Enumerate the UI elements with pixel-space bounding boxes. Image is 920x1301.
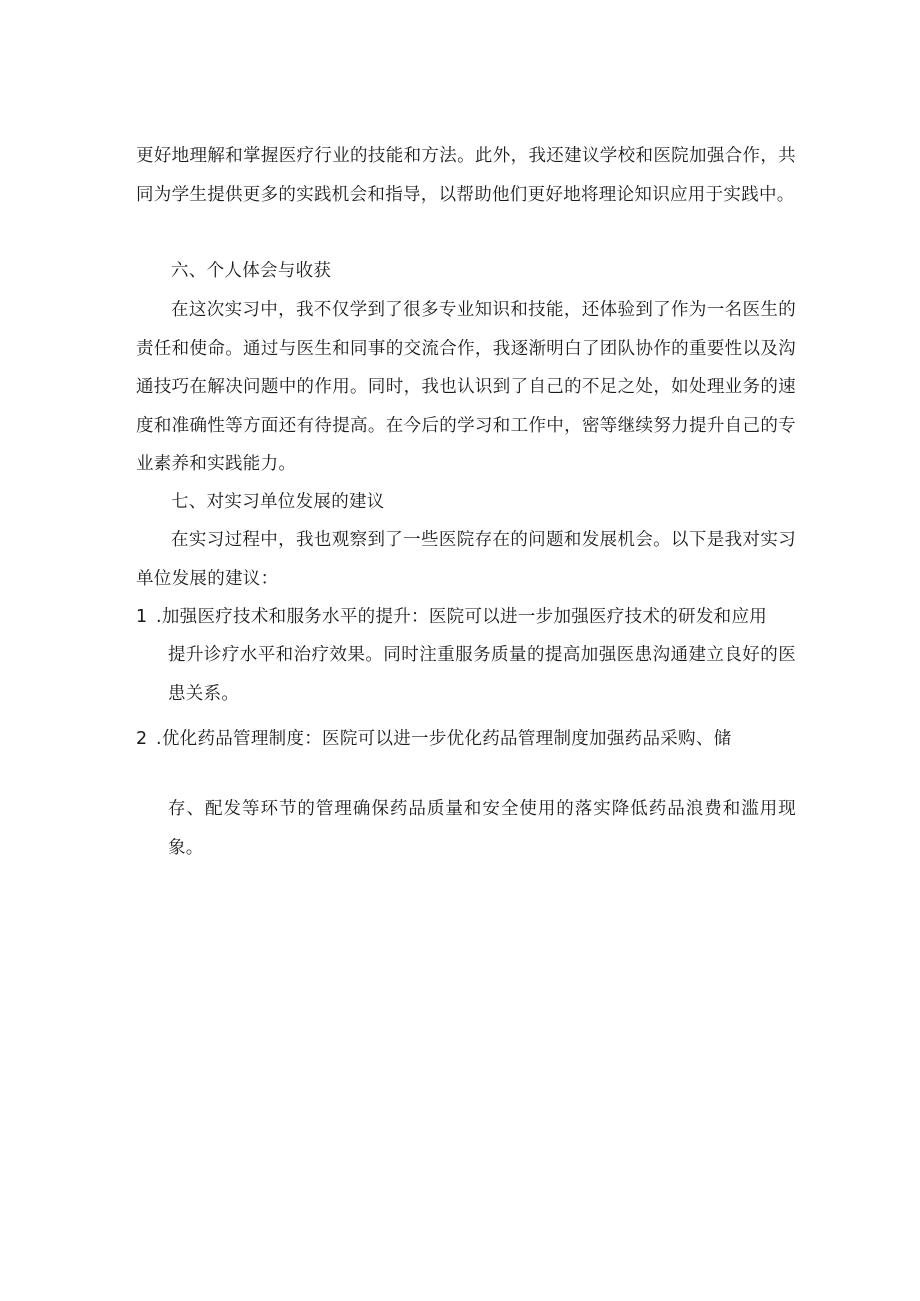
- list-number: 2: [136, 729, 148, 749]
- list-item-1-continuation: 提升诊疗水平和治疗效果。同时注重服务质量的提高加强医患沟通建立良好的医患关系。: [168, 645, 796, 704]
- list-item-2-continuation: 存、配发等环节的管理确保药品质量和安全使用的落实降低药品浪费和滥用现象。: [168, 799, 796, 858]
- section-heading-six: 六、个人体会与收获: [171, 261, 332, 281]
- list-item-first-line: .加强医疗技术和服务水平的提升：医院可以进一步加强医疗技术的研发和应用: [156, 607, 768, 627]
- paragraph-continuation: 更好地理解和掌握医疗行业的技能和方法。此外，我还建议学校和医院加强合作，共同为学生提供更多的实践机会和指导，以帮助他们更好地将理论知识应用于实践中。: [136, 146, 796, 205]
- section-heading-seven: 七、对实习单位发展的建议: [171, 492, 385, 512]
- list-number: 1: [136, 607, 148, 627]
- paragraph-section-six: 在这次实习中，我不仅学到了很多专业知识和技能，还体验到了作为一名医生的责任和使命。通过与医生和同事的交流合作，我逐渐明白了团队协作的重要性以及沟通技巧在解决问题中的作用。同时，我也认识到了自己的不足之处，如处理业务的速度和准确性等方面还有待提高。在今后的学习和工作中，密等继续努力提升自己的专业素养和实践能力。: [136, 300, 796, 474]
- list-item-first-line: .优化药品管理制度：医院可以进一步优化药品管理制度加强药品采购、储: [156, 729, 732, 749]
- paragraph-section-seven: 在实习过程中，我也观察到了一些医院存在的问题和发展机会。以下是我对实习单位发展的建议：: [136, 530, 796, 589]
